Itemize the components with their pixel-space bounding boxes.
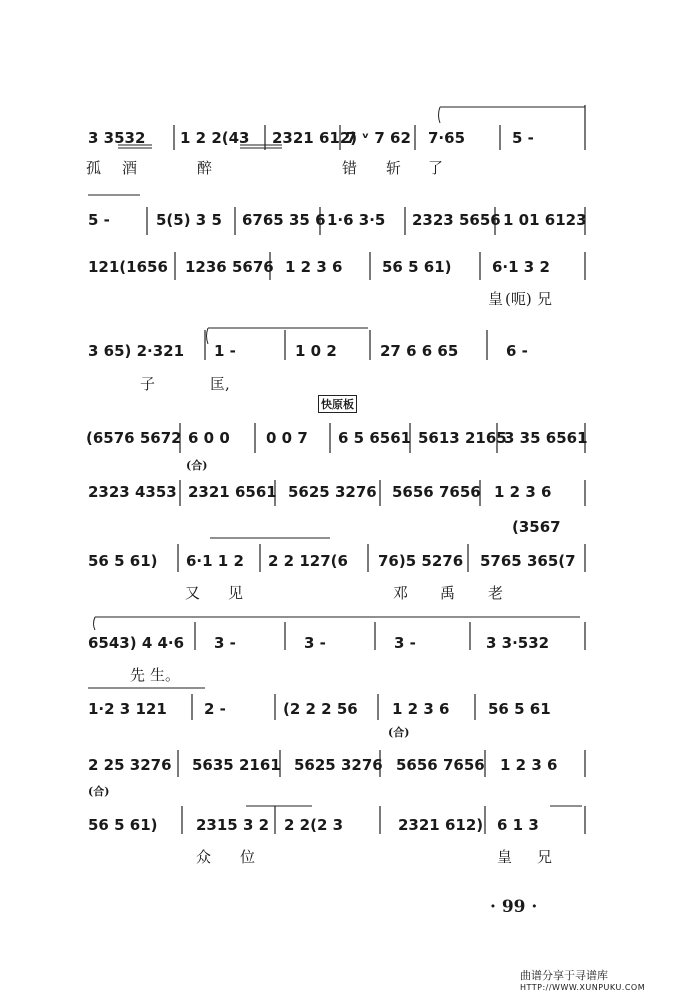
- lyric-1-6: 了: [428, 159, 444, 177]
- measure-3-4: 56 5 61): [382, 258, 452, 276]
- measure-7-2: 6·1 1 2: [186, 552, 244, 570]
- measure-1-4: 7 ᵛ 7 62: [346, 129, 411, 147]
- measure-4-4: 27 6 6 65: [380, 342, 459, 360]
- measure-4-5: 6 -: [506, 342, 528, 360]
- lyric-4-2: 匡,: [210, 375, 230, 393]
- lyric-1-1: 孤: [86, 159, 102, 177]
- measure-7-4: 76)5 5276: [378, 552, 464, 570]
- measure-9-3: (2 2 2 56: [283, 700, 358, 718]
- measure-4-3: 1 0 2: [295, 342, 337, 360]
- lyric-11-2: 位: [240, 848, 256, 866]
- measure-3-2: 1236 5676: [185, 258, 274, 276]
- lyric-7-3: 邓: [393, 584, 409, 602]
- measure-2-1: 5 -: [88, 211, 110, 229]
- page-number: · 99 ·: [490, 897, 538, 917]
- staff-system-7: [0, 532, 679, 622]
- measure-5-5: 5613 2165: [418, 429, 507, 447]
- lyric-1-5: 斩: [386, 159, 402, 177]
- he-label-3: (合): [88, 785, 110, 798]
- lyric-1-3: 醉: [197, 159, 213, 177]
- measure-2-5: 2323 5656: [412, 211, 501, 229]
- measure-8-4: 3 -: [394, 634, 416, 652]
- upper-line-3567: (3567: [512, 518, 561, 536]
- measure-2-3: 6765 35 6: [242, 211, 326, 229]
- measure-1-6: 5 -: [512, 129, 534, 147]
- measure-6-4: 5656 7656: [392, 483, 481, 501]
- staff-system-3: [0, 240, 679, 330]
- measure-3-1: 121(1656: [88, 258, 168, 276]
- tempo-marking: 快原板: [318, 395, 357, 413]
- measure-2-6: 1 01 6123: [503, 211, 587, 229]
- measure-6-3: 5625 3276: [288, 483, 377, 501]
- measure-9-2: 2 -: [204, 700, 226, 718]
- measure-8-3: 3 -: [304, 634, 326, 652]
- measure-8-5: 3 3·532: [486, 634, 550, 652]
- measure-1-3: 2321 612): [272, 129, 358, 147]
- lyric-7-4: 禹: [440, 584, 456, 602]
- measure-5-2: 6 0 0: [188, 429, 230, 447]
- lyric-3-2: (呃): [505, 290, 532, 308]
- measure-5-3: 0 0 7: [266, 429, 308, 447]
- measure-11-5: 6 1 3: [497, 816, 539, 834]
- measure-10-1: 2 25 3276: [88, 756, 172, 774]
- measure-7-3: 2 2 127(6: [268, 552, 348, 570]
- lyric-11-1: 众: [196, 848, 212, 866]
- measure-9-4: 1 2 3 6: [392, 700, 450, 718]
- lyric-4-1: 子: [140, 375, 156, 393]
- measure-2-2: 5(5) 3 5: [156, 211, 222, 229]
- lyric-11-4: 兄: [537, 848, 553, 866]
- measure-7-5: 5765 365(7: [480, 552, 576, 570]
- measure-6-5: 1 2 3 6: [494, 483, 552, 501]
- lyric-3-3: 兄: [537, 290, 553, 308]
- staff-lines: [0, 800, 679, 880]
- measure-9-5: 56 5 61: [488, 700, 551, 718]
- measure-10-2: 5635 2161: [192, 756, 281, 774]
- measure-10-4: 5656 7656: [396, 756, 485, 774]
- measure-2-4: 1·6 3·5: [327, 211, 386, 229]
- measure-1-2: 1 2 2(43: [180, 129, 250, 147]
- measure-1-5: 7·65: [428, 129, 466, 147]
- measure-11-2: 2315 3 2: [196, 816, 270, 834]
- lyric-7-5: 老: [488, 584, 504, 602]
- lyric-1-2: 酒: [122, 159, 138, 177]
- measure-4-1: 3 65) 2·321: [88, 342, 185, 360]
- staff-lines: [0, 612, 679, 692]
- measure-10-3: 5625 3276: [294, 756, 383, 774]
- lyric-8-1: 先: [130, 666, 146, 684]
- measure-8-1: 6543) 4 4·6: [88, 634, 185, 652]
- measure-6-2: 2321 6561: [188, 483, 277, 501]
- measure-3-3: 1 2 3 6: [285, 258, 343, 276]
- footer-watermark: [520, 967, 645, 992]
- staff-system-1: [0, 95, 679, 185]
- lyric-1-4: 错: [342, 159, 358, 177]
- measure-10-5: 1 2 3 6: [500, 756, 558, 774]
- measure-6-1: 2323 4353: [88, 483, 177, 501]
- staff-lines: [0, 532, 679, 612]
- measure-8-2: 3 -: [214, 634, 236, 652]
- he-label-1: (合): [186, 459, 208, 472]
- measure-5-4: 6 5 6561: [338, 429, 412, 447]
- lyric-7-2: 见: [228, 584, 244, 602]
- lyric-7-1: 又: [185, 584, 201, 602]
- measure-11-4: 2321 612): [398, 816, 484, 834]
- footer-url: HTTP://WWW.XUNPUKU.COM: [520, 983, 646, 992]
- measure-5-6: 3 35 6561: [504, 429, 588, 447]
- measure-1-1: 3 3532: [88, 129, 146, 147]
- measure-3-5: 6·1 3 2: [492, 258, 550, 276]
- lyric-3-1: 皇: [488, 290, 504, 308]
- measure-5-1: (6576 5672: [86, 429, 182, 447]
- staff-system-11: [0, 800, 679, 890]
- he-label-2: (合): [388, 726, 410, 739]
- measure-11-3: 2 2(2 3: [284, 816, 344, 834]
- measure-7-1: 56 5 61): [88, 552, 158, 570]
- measure-11-1: 56 5 61): [88, 816, 158, 834]
- footer-site-name: 曲谱分享于寻谱库: [520, 969, 608, 982]
- lyric-11-3: 皇: [497, 848, 513, 866]
- lyric-8-2: 生。: [150, 666, 181, 684]
- measure-4-2: 1 -: [214, 342, 236, 360]
- measure-9-1: 1·2 3 121: [88, 700, 167, 718]
